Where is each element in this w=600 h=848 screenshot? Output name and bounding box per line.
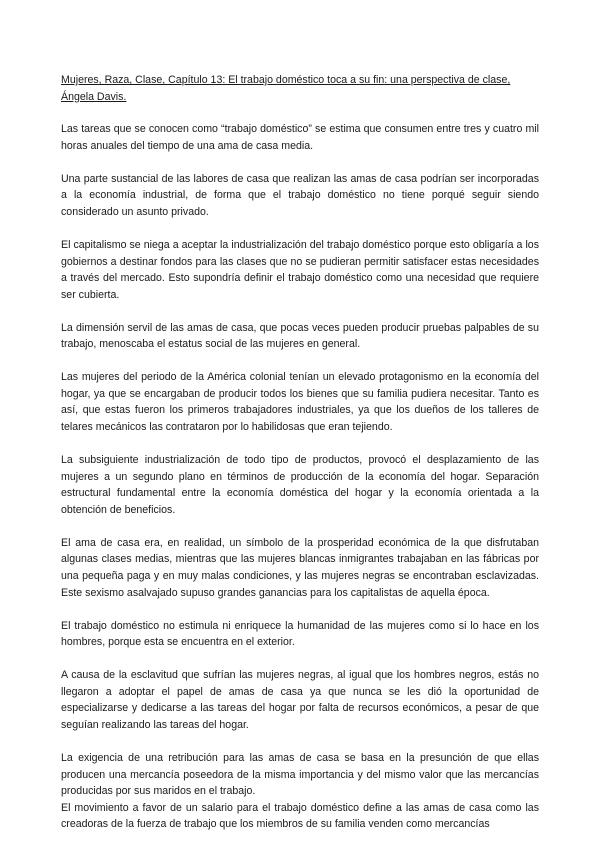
paragraph: La subsiguiente industrialización de todo tipo de productos, provocó el desplazamiento de las mujeres a un segundo plano en términos de producción de la economía del hogar. Separación estructural fundamental entre la economía doméstica del hogar y la economía orientada a la obtención de beneficios.	[61, 454, 539, 516]
paragraph: El trabajo doméstico no estimula ni enriquece la humanidad de las mujeres como si lo hace en los hombres, porque esta se encuentra en el exterior.	[61, 619, 539, 649]
paragraph: Las mujeres del periodo de la América colonial tenían un elevado protagonismo en la economía del hogar, ya que se encargaban de producir todos los bienes que su familia pudiera necesitar. Tanto es así, que estas fueron los primeros trabajadores industriales, ya que los dueños de los talleres de telares mecánicos las contrataron por lo habilidosas que eran tejiendo.	[61, 371, 539, 434]
paragraph: La exigencia de una retribución para las amas de casa se basa en la presunción de que ellas producen una mercancía poseedora de la misma importancia y del mismo valor que las mercancías producidas por sus maridos en el trabajo.	[61, 751, 539, 798]
paragraph: El movimiento a favor de un salario para el trabajo doméstico define a las amas de casa como las creadoras de la fuerza de trabajo que los miembros de su familia venden como mercancías	[61, 801, 539, 831]
paragraph: A causa de la esclavitud que sufrían las mujeres negras, al igual que los hombres negros, estás no llegaron a adoptar el papel de amas de casa ya que nunca se les dió la oportunidad de especializarse y dedicarse a las tareas del hogar por falta de recursos económicos, a pesar de que seguían realizando las tareas del hogar.	[61, 669, 539, 731]
document-body	[61, 72, 539, 833]
document-title: Mujeres, Raza, Clase, Capítulo 13: El trabajo doméstico toca a su fin: una perspectiva de clase, Ángela Davis.	[61, 74, 511, 103]
paragraph: Las tareas que se conocen como “trabajo doméstico” se estima que consumen entre tres y cuatro mil horas anuales del tiempo de una ama de casa media.	[61, 123, 539, 152]
paragraph: La dimensión servil de las amas de casa, que pocas veces pueden producir pruebas palpables de su trabajo, menoscaba el estatus social de las mujeres en general.	[61, 321, 539, 351]
paragraph: Una parte sustancial de las labores de casa que realizan las amas de casa podrían ser incorporadas a la economía industrial, de forma que el trabajo doméstico no tiene porqué seguir siendo considerado un asunto privado.	[61, 172, 539, 218]
paragraph: El ama de casa era, en realidad, un símbolo de la prosperidad económica de la que disfrutaban algunas clases medias, mientras que las mujeres blancas inmigrantes trabajaban en las fábricas por una pequeña paga y en muy malas condiciones, y las mujeres negras se encontraban esclavizadas. Este sexismo asalvajado supuso grandes ganancias para los capitalistas de aquella época.	[61, 536, 539, 599]
paragraph: El capitalismo se niega a aceptar la industrialización del trabajo doméstico porque esto obligaría a los gobiernos a destinar fondos para las clases que no se pudieran permitir satisfacer estas necesidades a través del mercado. Esto supondría definir el trabajo doméstico como una necesidad que requiere ser cubierta.	[61, 238, 539, 301]
